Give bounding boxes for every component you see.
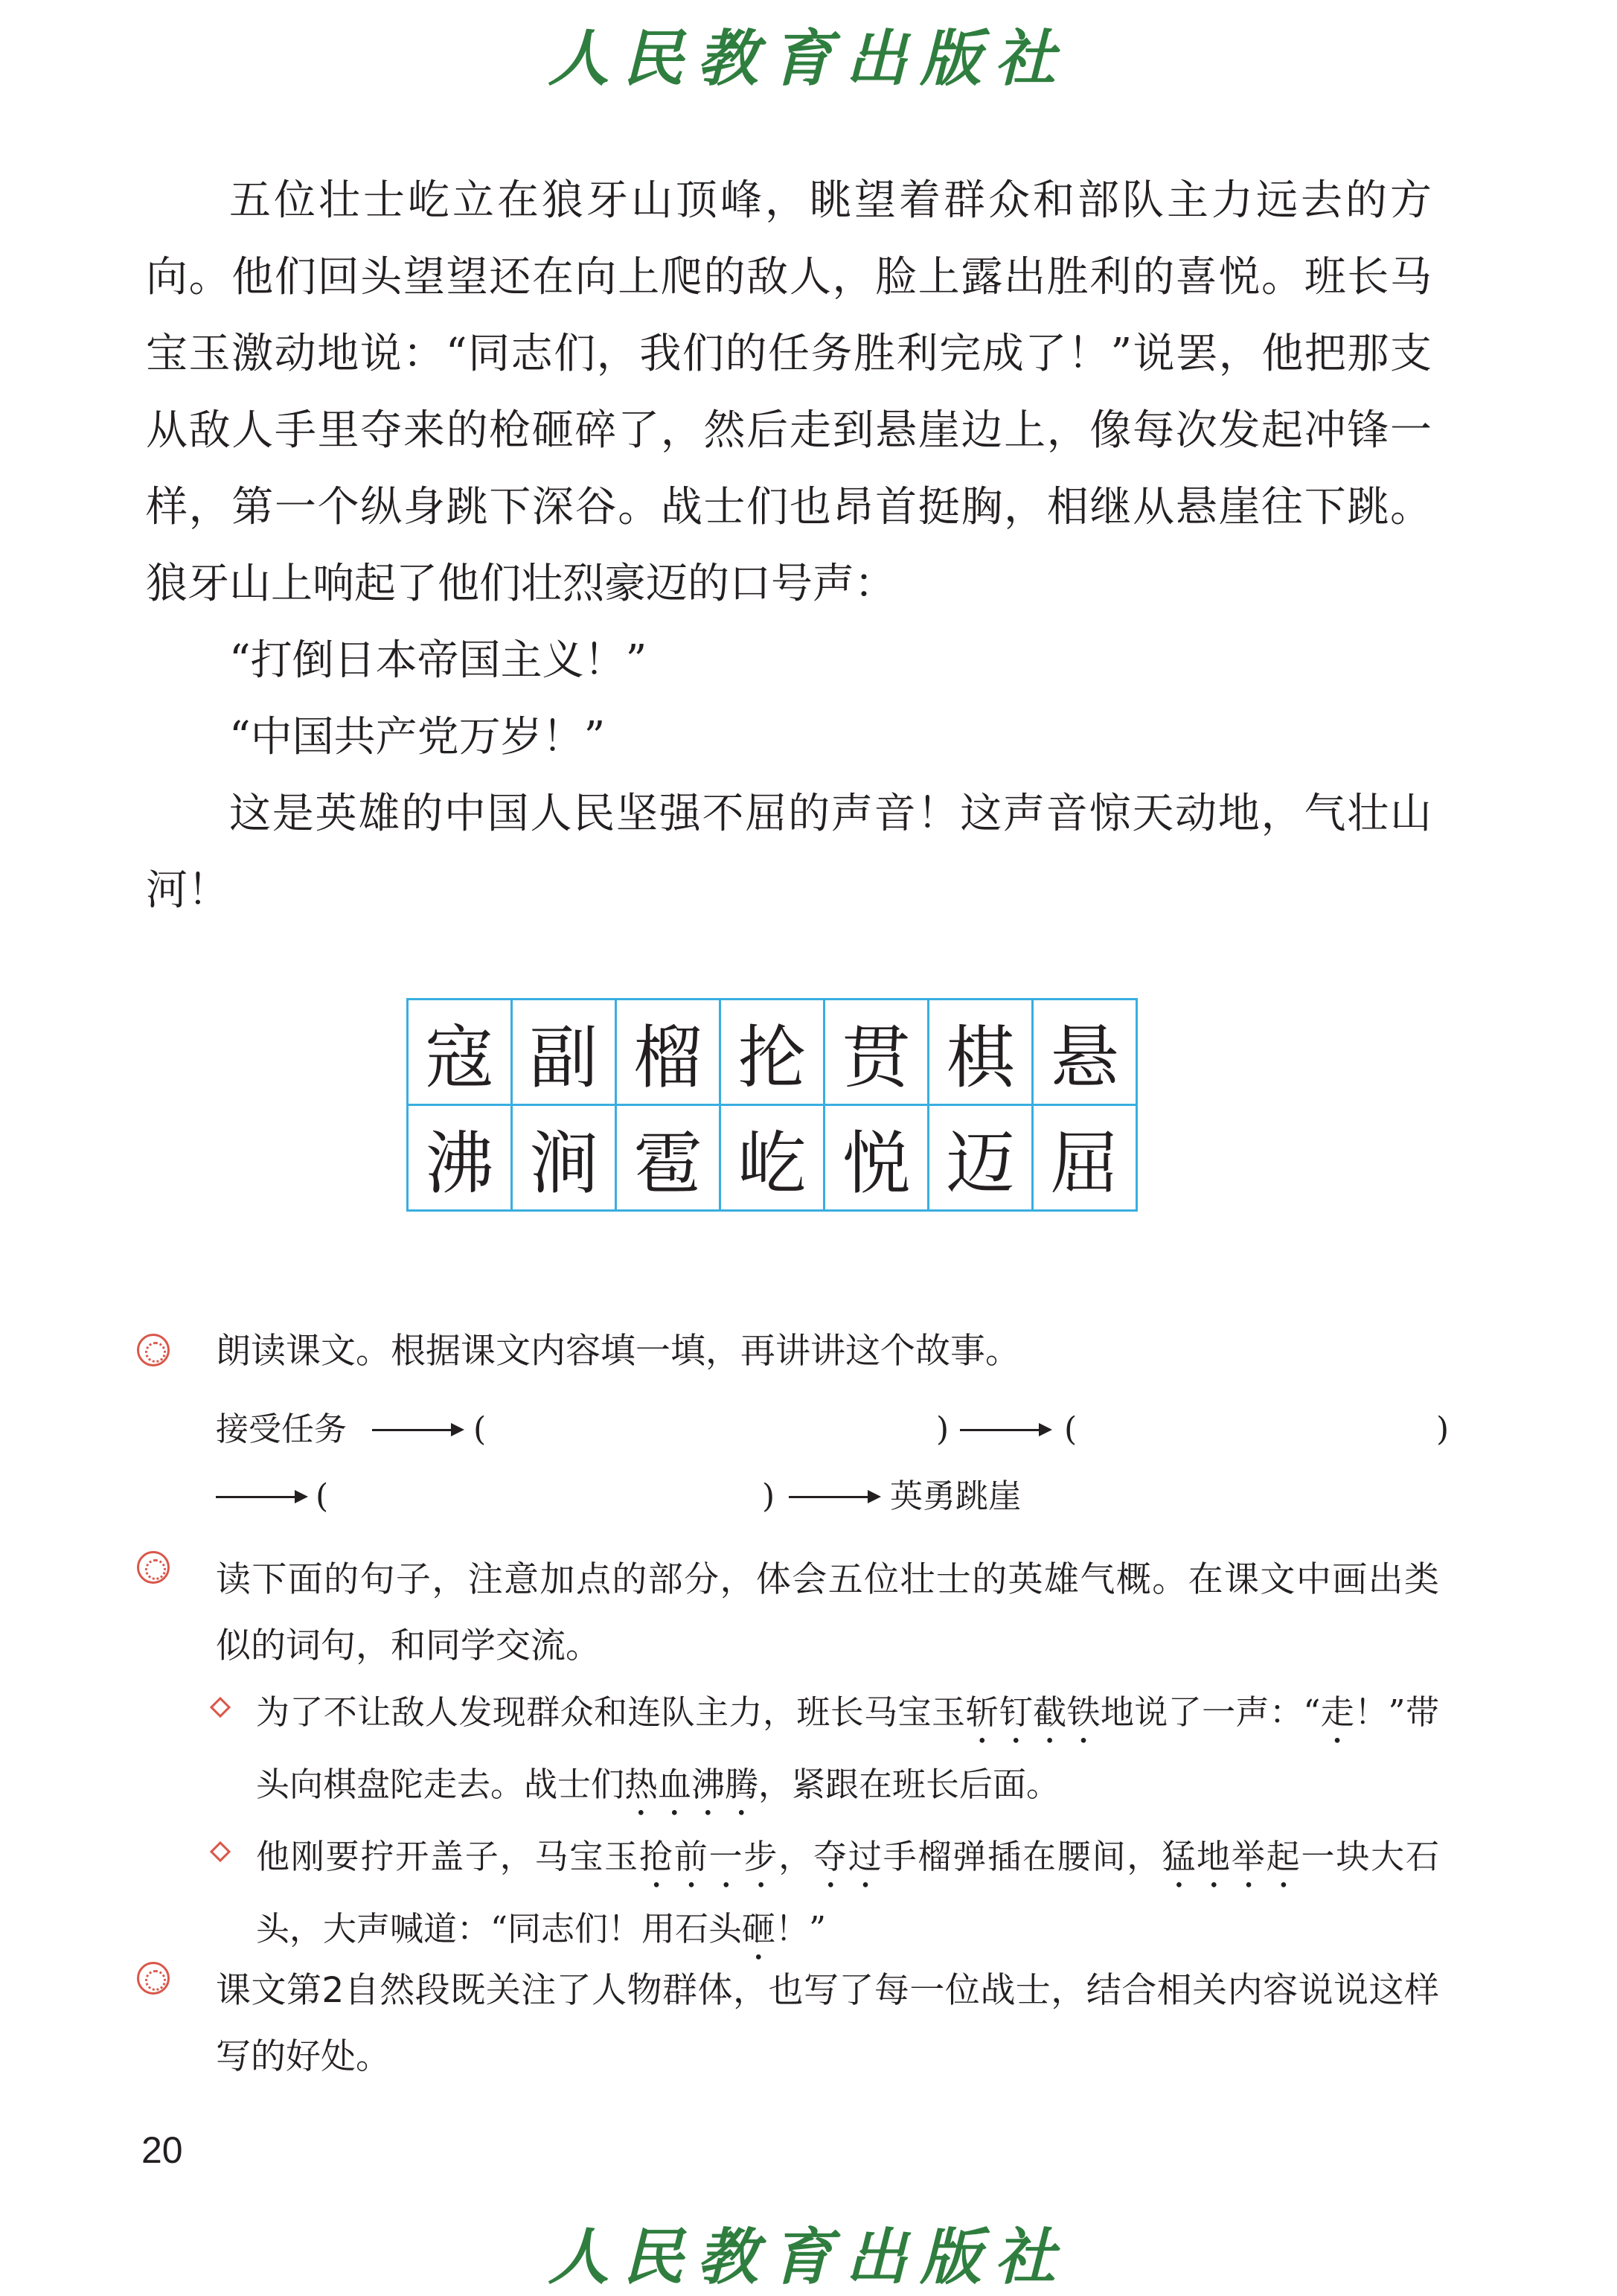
diamond-bullet-icon bbox=[210, 1697, 231, 1718]
diamond-bullet-icon bbox=[210, 1841, 231, 1862]
story-paragraph: 五位壮士屹立在狼牙山顶峰，眺望着群众和部队主力远去的方向。他们回头望望还在向上爬的敌人，脸上露出胜利的喜悦。班长马宝玉激动地说：“同志们，我们的任务胜利完成了！”说罢，他把那支从敌人手里夺来的枪砸碎了，然后走到悬崖边上，像每次发起冲锋一样，第一个纵身跳下深谷。战士们也昂首挺胸，相继从悬崖往下跳。狼牙山上响起了他们壮烈豪迈的口号声： bbox=[146, 176, 1432, 608]
exercise-2 bbox=[137, 1547, 1439, 1968]
character-cell: 悬 bbox=[1033, 1000, 1137, 1105]
blank-open-paren: ( bbox=[1064, 1410, 1078, 1448]
exercise-1-text: 朗读课文。根据课文内容填一填，再讲讲这个故事。 bbox=[216, 1331, 1020, 1372]
character-cell: 悦 bbox=[824, 1105, 929, 1211]
character-cell: 寇 bbox=[408, 1000, 512, 1105]
arrow-right-icon bbox=[960, 1429, 1049, 1431]
character-cell: 屈 bbox=[1033, 1105, 1137, 1211]
exercise-bullet-icon bbox=[137, 1962, 170, 1995]
exercise-bullet-icon bbox=[137, 1334, 170, 1366]
character-row bbox=[408, 1000, 1137, 1105]
story-paragraph: “中国共产党万岁！” bbox=[229, 713, 606, 761]
story-flow-diagram bbox=[216, 1396, 1450, 1530]
story-paragraph: “打倒日本帝国主义！” bbox=[229, 636, 647, 685]
sentence-text: ，紧跟在班长后面。 bbox=[758, 1765, 1060, 1804]
character-row bbox=[408, 1105, 1137, 1211]
sentence-text: 一块大石头，大声喊道：“同志们！用石头 bbox=[256, 1837, 1439, 1948]
character-cell: 抡 bbox=[720, 1000, 824, 1105]
character-cell: 雹 bbox=[616, 1105, 720, 1211]
example-sentence-2 bbox=[256, 1823, 1439, 1968]
sentence-text: ， bbox=[778, 1837, 814, 1876]
example-sentence-1 bbox=[256, 1679, 1439, 1823]
story-paragraph: 这是英雄的中国人民坚强不屈的声音！这声音惊天动地，气壮山河！ bbox=[146, 790, 1432, 915]
exercise-3-text: 课文第2自然段既关注了人物群体，也写了每一位战士，结合相关内容说说这样写的好处。 bbox=[216, 1970, 1439, 2077]
flow-start: 接受任务 bbox=[216, 1410, 347, 1448]
emphasized-phrase: 走 bbox=[1320, 1692, 1355, 1732]
sentence-text: 地说了一声：“ bbox=[1100, 1692, 1321, 1732]
character-cell: 榴 bbox=[616, 1000, 720, 1105]
arrow-right-icon bbox=[372, 1429, 461, 1431]
emphasized-phrase: 斩钉截铁 bbox=[965, 1692, 1101, 1732]
character-cell: 屹 bbox=[720, 1105, 824, 1211]
publisher-logo-header: 人民教育出版社 bbox=[548, 23, 1069, 95]
page-number: 20 bbox=[141, 2129, 183, 2171]
emphasized-phrase: 热血沸腾 bbox=[624, 1765, 759, 1804]
arrow-right-icon bbox=[216, 1496, 305, 1498]
emphasized-phrase: 抢前一步 bbox=[638, 1837, 779, 1876]
blank-open-paren: ( bbox=[473, 1410, 487, 1448]
sentence-text: 手榴弹插在腰间， bbox=[883, 1837, 1162, 1876]
flow-end: 英勇跳崖 bbox=[890, 1477, 1021, 1515]
sentence-text: 他刚要拧开盖子，马宝玉 bbox=[256, 1837, 639, 1876]
blank-open-paren: ( bbox=[316, 1477, 329, 1515]
emphasized-phrase: 猛地举起 bbox=[1162, 1837, 1301, 1876]
character-cell: 贯 bbox=[824, 1000, 929, 1105]
blank-close-paren: ) bbox=[936, 1410, 950, 1448]
character-cell: 迈 bbox=[929, 1105, 1033, 1211]
arrow-right-icon bbox=[789, 1496, 878, 1498]
exercise-1 bbox=[137, 1329, 1450, 1530]
emphasized-phrase: 砸 bbox=[742, 1909, 776, 1948]
exercise-3 bbox=[137, 1957, 1439, 2090]
character-cell: 涧 bbox=[512, 1105, 616, 1211]
blank-close-paren: ) bbox=[762, 1477, 775, 1515]
story-text bbox=[146, 162, 1432, 929]
character-cell: 棋 bbox=[929, 1000, 1033, 1105]
publisher-logo-footer: 人民教育出版社 bbox=[548, 2222, 1069, 2293]
sentence-text: 为了不让敌人发现群众和连队主力，班长马宝玉 bbox=[256, 1692, 966, 1732]
character-cell: 沸 bbox=[408, 1105, 512, 1211]
emphasized-phrase: 夺过 bbox=[813, 1837, 883, 1876]
blank-close-paren: ) bbox=[1436, 1410, 1450, 1448]
exercise-bullet-icon bbox=[137, 1551, 170, 1584]
exercise-2-text: 读下面的句子，注意加点的部分，体会五位壮士的英雄气概。在课文中画出类似的词句，和同学交流。 bbox=[216, 1559, 1439, 1666]
character-grid bbox=[406, 998, 1138, 1212]
sentence-text: ！”带头向棋盘陀走去。战士们 bbox=[256, 1692, 1439, 1804]
sentence-text: ！” bbox=[775, 1909, 827, 1948]
character-cell: 副 bbox=[512, 1000, 616, 1105]
